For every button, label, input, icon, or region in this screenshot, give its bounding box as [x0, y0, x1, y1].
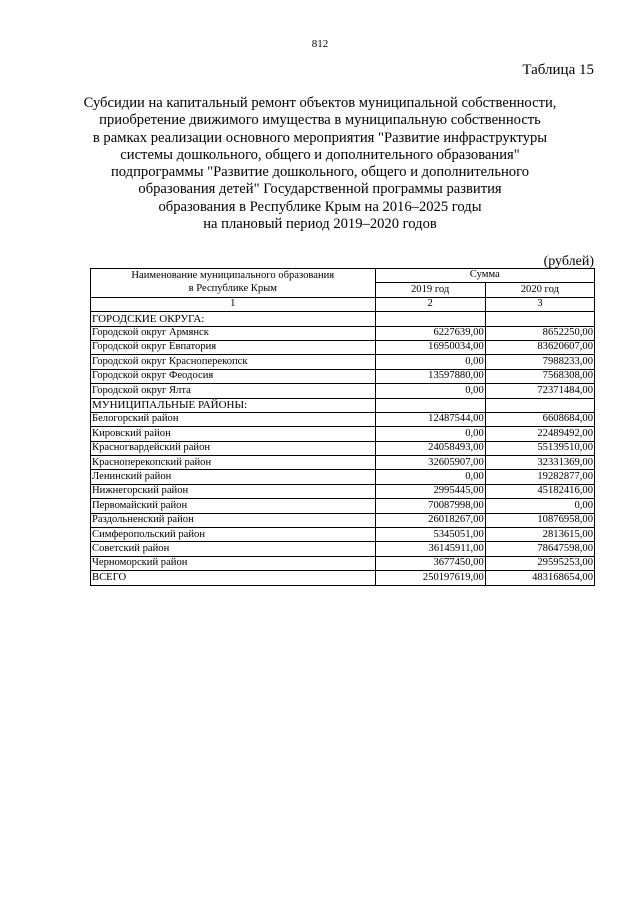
row-name: Красногвардейский район [91, 441, 376, 455]
total-label: ВСЕГО [91, 571, 376, 585]
row-name: Кировский район [91, 427, 376, 441]
header-2020-cell: 2020 год [485, 283, 594, 297]
row-value-2020: 19282877,00 [485, 470, 594, 484]
row-name: Первомайский район [91, 499, 376, 513]
header-number-row [91, 297, 595, 311]
row-value-2019: 6227639,00 [375, 326, 485, 340]
row-value-2020: 55139510,00 [485, 441, 594, 455]
row-value-2019: 0,00 [375, 384, 485, 398]
table-row [91, 441, 595, 455]
header-name-cell [91, 269, 376, 298]
title-line: Субсидии на капитальный ремонт объектов муниципальной собственности, [83, 95, 557, 111]
row-value-2020: 7988233,00 [485, 355, 594, 369]
table-row [91, 499, 595, 513]
row-value-2020: 2813615,00 [485, 528, 594, 542]
row-name: Городской округ Красноперекопск [91, 355, 376, 369]
total-value-2020: 483168654,00 [485, 571, 594, 585]
section-row-urban [91, 312, 595, 326]
page-number: 812 [311, 38, 329, 50]
title-line: системы дошкольного, общего и дополнительного образования" [120, 146, 520, 163]
table-row [91, 369, 595, 383]
column-number-2: 2 [375, 297, 485, 311]
row-value-2020: 7568308,00 [485, 369, 594, 383]
row-value-2019: 2995445,00 [375, 484, 485, 498]
table-row [91, 556, 595, 570]
row-value-2019: 5345051,00 [375, 528, 485, 542]
table-row [91, 412, 595, 426]
row-name: Советский район [91, 542, 376, 556]
section-label: ГОРОДСКИЕ ОКРУГА: [91, 312, 376, 326]
row-name: Городской округ Феодосия [91, 369, 376, 383]
row-name: Симферопольский район [91, 528, 376, 542]
units-label: (рублей) [543, 254, 594, 269]
title-line: образования детей" Государственной программы развития [138, 181, 502, 198]
title-line: в рамках реализации основного мероприятия "Развитие инфраструктуры [92, 129, 548, 146]
row-value-2020: 29595253,00 [485, 556, 594, 570]
table-row [91, 456, 595, 470]
table-body [91, 312, 595, 585]
table-row [91, 326, 595, 340]
row-value-2019: 13597880,00 [375, 369, 485, 383]
row-name: Черноморский район [91, 556, 376, 570]
row-value-2019: 0,00 [375, 427, 485, 441]
table-row [91, 355, 595, 369]
subsidy-table [90, 268, 595, 586]
table-row [91, 484, 595, 498]
row-value-2020: 10876958,00 [485, 513, 594, 527]
total-value-2019: 250197619,00 [375, 571, 485, 585]
row-value-2019: 26018267,00 [375, 513, 485, 527]
row-value-2019: 24058493,00 [375, 441, 485, 455]
row-value-2020: 32331369,00 [485, 456, 594, 470]
row-value-2019: 12487544,00 [375, 412, 485, 426]
row-value-2019: 0,00 [375, 470, 485, 484]
row-value-2020: 8652250,00 [485, 326, 594, 340]
title-line: образования в Республике Крым на 2016–2025 годы [158, 198, 482, 215]
row-name: Нижнегорский район [91, 484, 376, 498]
table-label: Таблица 15 [522, 62, 594, 78]
table-row [91, 340, 595, 354]
section-row-municipal [91, 398, 595, 412]
column-number-3: 3 [485, 297, 594, 311]
title-line: подпрограммы "Развитие дошкольного, общего и дополнительного [110, 164, 530, 181]
header-name-line2: в Республике Крым [188, 282, 277, 294]
row-value-2019: 3677450,00 [375, 556, 485, 570]
table-row [91, 513, 595, 527]
row-name: Городской округ Ялта [91, 384, 376, 398]
header-name-line1: Наименование муниципального образования [131, 270, 335, 282]
table-row [91, 427, 595, 441]
row-value-2019: 32605907,00 [375, 456, 485, 470]
table-row [91, 470, 595, 484]
row-name: Белогорский район [91, 412, 376, 426]
header-sum-cell: Сумма [375, 269, 594, 283]
table-row [91, 384, 595, 398]
row-value-2019: 0,00 [375, 355, 485, 369]
header-row [91, 269, 595, 283]
document-title [60, 95, 580, 233]
header-2019-cell: 2019 год [375, 283, 485, 297]
total-row [91, 571, 595, 585]
row-name: Раздольненский район [91, 513, 376, 527]
row-value-2019: 16950034,00 [375, 340, 485, 354]
table-row [91, 528, 595, 542]
row-name: Красноперекопский район [91, 456, 376, 470]
row-value-2020: 78647598,00 [485, 542, 594, 556]
row-value-2020: 0,00 [485, 499, 594, 513]
row-value-2020: 45182416,00 [485, 484, 594, 498]
row-value-2020: 72371484,00 [485, 384, 594, 398]
row-value-2019: 70087998,00 [375, 499, 485, 513]
table-row [91, 542, 595, 556]
row-value-2020: 6608684,00 [485, 412, 594, 426]
row-value-2020: 83620607,00 [485, 340, 594, 354]
row-name: Городской округ Армянск [91, 326, 376, 340]
column-number-1: 1 [91, 297, 376, 311]
row-name: Ленинский район [91, 470, 376, 484]
section-label: МУНИЦИПАЛЬНЫЕ РАЙОНЫ: [91, 398, 376, 412]
title-line: приобретение движимого имущества в муниципальную собственность [99, 112, 541, 129]
row-name: Городской округ Евпатория [91, 340, 376, 354]
title-line: на плановый период 2019–2020 годов [203, 216, 437, 233]
row-value-2020: 22489492,00 [485, 427, 594, 441]
row-value-2019: 36145911,00 [375, 542, 485, 556]
